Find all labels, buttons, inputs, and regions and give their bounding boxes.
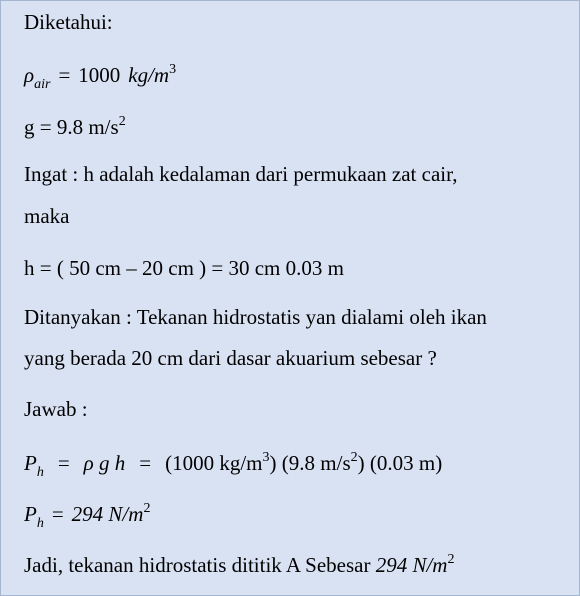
rho-symbol: ρ — [24, 63, 35, 87]
pressure-symbol: P — [24, 451, 37, 475]
depth-factor: (0.03 m) — [369, 451, 443, 475]
conclusion-exponent: 2 — [447, 552, 455, 567]
result-pressure-symbol: P — [24, 502, 37, 526]
gravity-line — [24, 115, 126, 138]
answer-heading: Jawab : — [24, 397, 88, 421]
conclusion-text: Jadi, tekanan hidrostatis dititik A Sebesar — [24, 553, 371, 577]
result-exponent: 2 — [143, 501, 151, 516]
density-unit-exponent: 3 — [169, 62, 177, 77]
gravity-text: g = 9.8 m/s — [24, 115, 119, 139]
density-equals: = — [58, 63, 71, 87]
known-heading: Diketahui: — [24, 10, 113, 34]
gravity-exponent: 2 — [118, 114, 126, 129]
formula-equals: = — [57, 451, 70, 475]
density-unit: kg/m — [128, 63, 170, 87]
density-equation — [24, 63, 176, 92]
depth-line: h = ( 50 cm – 20 cm ) = 30 cm 0.03 m — [24, 256, 344, 280]
conclusion-line — [24, 553, 454, 576]
gravity-factor: (9.8 $m/s^2$) — [281, 450, 365, 475]
question-line-1: Ditanyakan : Tekanan hidrostatis yan dialami oleh ikan — [24, 305, 487, 329]
question-line-2: yang berada 20 cm dari dasar akuarium sebesar ? — [24, 346, 437, 370]
formula-variables: ρ g h — [83, 451, 126, 475]
note-line-1: Ingat : h adalah kedalaman dari permukaan zat cair, — [24, 162, 458, 186]
result-equals: = — [51, 502, 64, 526]
density-value: 1000 — [78, 63, 121, 87]
pressure-subscript: h — [36, 465, 44, 480]
note-line-2: maka — [24, 204, 70, 228]
result-pressure-subscript: h — [36, 516, 44, 531]
conclusion-value: 294 N/m — [375, 553, 448, 577]
pressure-formula — [24, 451, 442, 480]
formula-equals-2: = — [139, 451, 152, 475]
pressure-result — [24, 502, 150, 531]
result-value: 294 N/m — [71, 502, 144, 526]
density-factor: (1000 $kg/m^3$) — [165, 450, 277, 475]
rho-subscript: air — [34, 77, 51, 92]
